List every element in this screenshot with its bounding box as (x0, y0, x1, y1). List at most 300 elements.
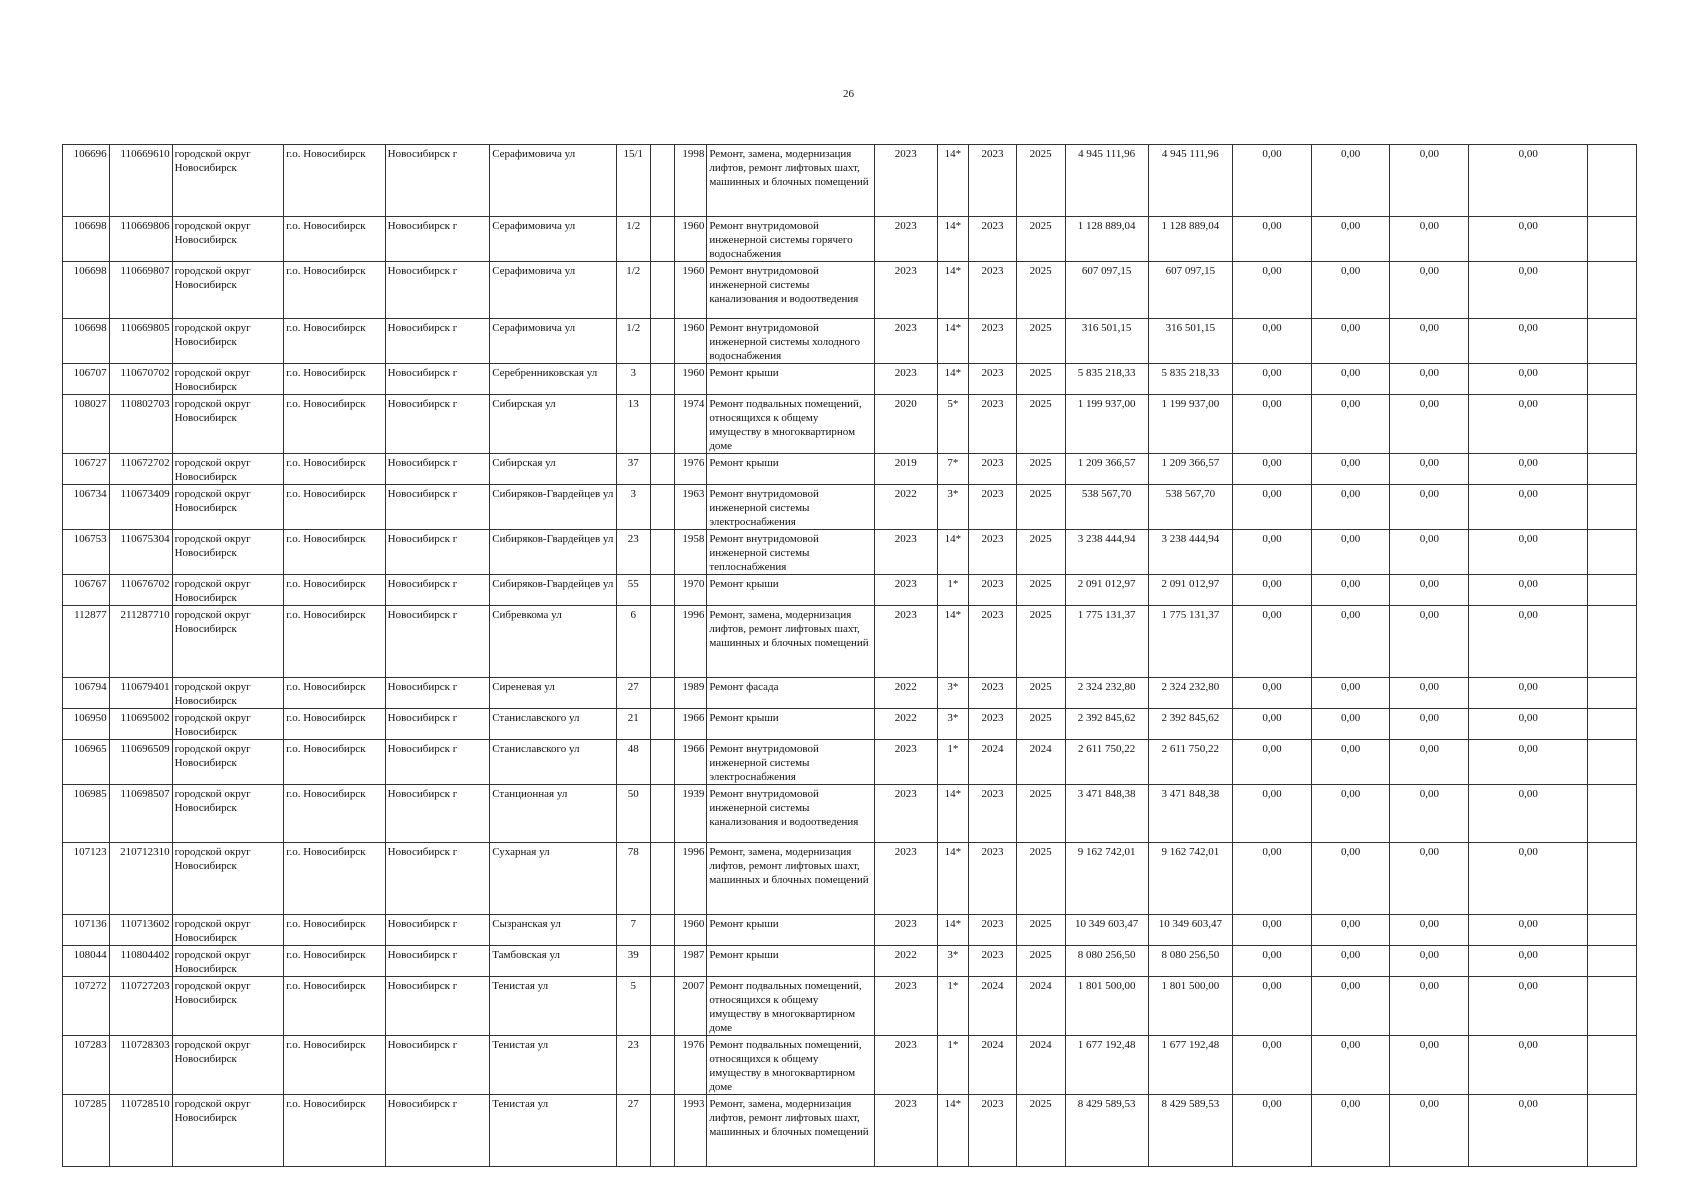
table-row (63, 530, 1637, 575)
year-built-cell: 1998 (674, 145, 706, 217)
note-cell: 3* (937, 709, 968, 740)
settlement-cell: г.о. Новосибирск (284, 262, 385, 319)
city-cell: Новосибирск г (385, 364, 490, 395)
year-start-cell: 2023 (969, 454, 1017, 485)
note-cell: 14* (937, 364, 968, 395)
work-type-cell: Ремонт внутридомовой инженерной системы электроснабжения (707, 740, 874, 785)
value-cell: 0,00 (1312, 217, 1390, 262)
note-cell: 14* (937, 843, 968, 915)
value-cell: 0,00 (1232, 145, 1311, 217)
year-start-cell: 2023 (969, 785, 1017, 843)
value-cell: 0,00 (1469, 217, 1588, 262)
row-code: 110727203 (109, 977, 172, 1036)
empty-cell (1588, 485, 1637, 530)
empty-cell (1588, 364, 1637, 395)
value-cell: 0,00 (1469, 946, 1588, 977)
row-id: 106965 (63, 740, 110, 785)
value-cell: 0,00 (1232, 575, 1311, 606)
value-cell: 0,00 (1232, 364, 1311, 395)
city-cell: Новосибирск г (385, 785, 490, 843)
row-id: 107272 (63, 977, 110, 1036)
building-cell (650, 530, 674, 575)
row-code: 110804402 (109, 946, 172, 977)
value-cell: 0,00 (1232, 606, 1311, 678)
cost-total-cell: 2 091 012,97 (1065, 575, 1148, 606)
work-type-cell: Ремонт подвальных помещений, относящихся к общему имуществу в многоквартирном доме (707, 977, 874, 1036)
value-cell: 0,00 (1390, 740, 1469, 785)
city-cell: Новосибирск г (385, 915, 490, 946)
value-cell: 0,00 (1390, 843, 1469, 915)
row-id: 106707 (63, 364, 110, 395)
empty-cell (1588, 915, 1637, 946)
table-row (63, 606, 1637, 678)
row-code: 110695002 (109, 709, 172, 740)
value-cell: 0,00 (1312, 709, 1390, 740)
empty-cell (1588, 395, 1637, 454)
page-number: 26 (843, 88, 854, 100)
row-id: 106753 (63, 530, 110, 575)
year-end-cell: 2025 (1016, 485, 1065, 530)
cost-total-cell: 9 162 742,01 (1065, 843, 1148, 915)
settlement-cell: г.о. Новосибирск (284, 485, 385, 530)
value-cell: 0,00 (1312, 395, 1390, 454)
year-built-cell: 2007 (674, 977, 706, 1036)
municipality-cell: городской округ Новосибирск (172, 575, 284, 606)
cost-total-cell: 2 324 232,80 (1065, 678, 1148, 709)
year-built-cell: 1996 (674, 606, 706, 678)
street-cell: Тенистая ул (490, 1036, 617, 1095)
city-cell: Новосибирск г (385, 262, 490, 319)
note-cell: 1* (937, 740, 968, 785)
note-cell: 7* (937, 454, 968, 485)
year-built-cell: 1976 (674, 1036, 706, 1095)
prev-year-cell: 2023 (874, 262, 937, 319)
settlement-cell: г.о. Новосибирск (284, 709, 385, 740)
municipality-cell: городской округ Новосибирск (172, 915, 284, 946)
value-cell: 0,00 (1469, 395, 1588, 454)
work-type-cell: Ремонт подвальных помещений, относящихся к общему имуществу в многоквартирном доме (707, 395, 874, 454)
value-cell: 0,00 (1390, 977, 1469, 1036)
work-type-cell: Ремонт внутридомовой инженерной системы теплоснабжения (707, 530, 874, 575)
row-id: 107283 (63, 1036, 110, 1095)
year-end-cell: 2025 (1016, 606, 1065, 678)
municipality-cell: городской округ Новосибирск (172, 454, 284, 485)
city-cell: Новосибирск г (385, 530, 490, 575)
value-cell: 0,00 (1390, 1036, 1469, 1095)
year-start-cell: 2023 (969, 485, 1017, 530)
cost-fund-cell: 1 199 937,00 (1148, 395, 1232, 454)
table-row (63, 262, 1637, 319)
value-cell: 0,00 (1469, 262, 1588, 319)
year-end-cell: 2025 (1016, 915, 1065, 946)
year-start-cell: 2023 (969, 1095, 1017, 1167)
row-id: 107136 (63, 915, 110, 946)
note-cell: 14* (937, 319, 968, 364)
cost-fund-cell: 3 238 444,94 (1148, 530, 1232, 575)
building-cell (650, 1036, 674, 1095)
value-cell: 0,00 (1469, 843, 1588, 915)
house-cell: 6 (617, 606, 650, 678)
value-cell: 0,00 (1232, 946, 1311, 977)
row-code: 211287710 (109, 606, 172, 678)
city-cell: Новосибирск г (385, 1036, 490, 1095)
street-cell: Сиреневая ул (490, 678, 617, 709)
value-cell: 0,00 (1232, 1036, 1311, 1095)
value-cell: 0,00 (1469, 364, 1588, 395)
value-cell: 0,00 (1390, 217, 1469, 262)
value-cell: 0,00 (1469, 530, 1588, 575)
prev-year-cell: 2023 (874, 606, 937, 678)
work-type-cell: Ремонт крыши (707, 364, 874, 395)
building-cell (650, 915, 674, 946)
settlement-cell: г.о. Новосибирск (284, 364, 385, 395)
building-cell (650, 262, 674, 319)
year-built-cell: 1960 (674, 364, 706, 395)
table-row (63, 1036, 1637, 1095)
municipality-cell: городской округ Новосибирск (172, 530, 284, 575)
value-cell: 0,00 (1232, 915, 1311, 946)
city-cell: Новосибирск г (385, 843, 490, 915)
building-cell (650, 843, 674, 915)
municipality-cell: городской округ Новосибирск (172, 709, 284, 740)
prev-year-cell: 2023 (874, 217, 937, 262)
building-cell (650, 678, 674, 709)
value-cell: 0,00 (1232, 485, 1311, 530)
value-cell: 0,00 (1312, 364, 1390, 395)
prev-year-cell: 2023 (874, 575, 937, 606)
table-row (63, 740, 1637, 785)
municipality-cell: городской округ Новосибирск (172, 740, 284, 785)
value-cell: 0,00 (1312, 319, 1390, 364)
year-built-cell: 1996 (674, 843, 706, 915)
house-cell: 15/1 (617, 145, 650, 217)
table-row (63, 485, 1637, 530)
municipality-cell: городской округ Новосибирск (172, 145, 284, 217)
house-cell: 27 (617, 678, 650, 709)
empty-cell (1588, 606, 1637, 678)
year-built-cell: 1987 (674, 946, 706, 977)
work-type-cell: Ремонт внутридомовой инженерной системы электроснабжения (707, 485, 874, 530)
prev-year-cell: 2019 (874, 454, 937, 485)
year-built-cell: 1989 (674, 678, 706, 709)
building-cell (650, 709, 674, 740)
prev-year-cell: 2023 (874, 1095, 937, 1167)
note-cell: 14* (937, 915, 968, 946)
table-row (63, 946, 1637, 977)
year-start-cell: 2023 (969, 709, 1017, 740)
value-cell: 0,00 (1312, 606, 1390, 678)
year-end-cell: 2025 (1016, 709, 1065, 740)
work-type-cell: Ремонт, замена, модернизация лифтов, ремонт лифтовых шахт, машинных и блочных помещений (707, 145, 874, 217)
empty-cell (1588, 678, 1637, 709)
settlement-cell: г.о. Новосибирск (284, 740, 385, 785)
note-cell: 5* (937, 395, 968, 454)
row-id: 108027 (63, 395, 110, 454)
prev-year-cell: 2023 (874, 145, 937, 217)
year-end-cell: 2025 (1016, 319, 1065, 364)
empty-cell (1588, 575, 1637, 606)
settlement-cell: г.о. Новосибирск (284, 530, 385, 575)
empty-cell (1588, 217, 1637, 262)
value-cell: 0,00 (1390, 262, 1469, 319)
house-cell: 3 (617, 485, 650, 530)
year-built-cell: 1970 (674, 575, 706, 606)
row-id: 112877 (63, 606, 110, 678)
cost-fund-cell: 10 349 603,47 (1148, 915, 1232, 946)
city-cell: Новосибирск г (385, 740, 490, 785)
building-cell (650, 485, 674, 530)
note-cell: 14* (937, 606, 968, 678)
empty-cell (1588, 530, 1637, 575)
city-cell: Новосибирск г (385, 395, 490, 454)
settlement-cell: г.о. Новосибирск (284, 606, 385, 678)
note-cell: 14* (937, 785, 968, 843)
row-code: 110669807 (109, 262, 172, 319)
value-cell: 0,00 (1469, 785, 1588, 843)
street-cell: Серафимовича ул (490, 319, 617, 364)
building-cell (650, 606, 674, 678)
value-cell: 0,00 (1232, 262, 1311, 319)
year-built-cell: 1939 (674, 785, 706, 843)
row-id: 106794 (63, 678, 110, 709)
settlement-cell: г.о. Новосибирск (284, 678, 385, 709)
year-end-cell: 2024 (1016, 740, 1065, 785)
year-end-cell: 2025 (1016, 530, 1065, 575)
building-cell (650, 946, 674, 977)
house-cell: 21 (617, 709, 650, 740)
value-cell: 0,00 (1469, 145, 1588, 217)
value-cell: 0,00 (1232, 843, 1311, 915)
row-id: 106734 (63, 485, 110, 530)
work-type-cell: Ремонт, замена, модернизация лифтов, ремонт лифтовых шахт, машинных и блочных помещений (707, 843, 874, 915)
year-end-cell: 2025 (1016, 454, 1065, 485)
year-start-cell: 2024 (969, 1036, 1017, 1095)
building-cell (650, 395, 674, 454)
city-cell: Новосибирск г (385, 678, 490, 709)
value-cell: 0,00 (1469, 678, 1588, 709)
cost-total-cell: 1 199 937,00 (1065, 395, 1148, 454)
house-cell: 1/2 (617, 217, 650, 262)
empty-cell (1588, 319, 1637, 364)
year-built-cell: 1960 (674, 262, 706, 319)
value-cell: 0,00 (1312, 946, 1390, 977)
value-cell: 0,00 (1469, 454, 1588, 485)
note-cell: 1* (937, 977, 968, 1036)
row-id: 106698 (63, 319, 110, 364)
cost-fund-cell: 1 677 192,48 (1148, 1036, 1232, 1095)
cost-fund-cell: 1 775 131,37 (1148, 606, 1232, 678)
year-start-cell: 2023 (969, 678, 1017, 709)
empty-cell (1588, 709, 1637, 740)
value-cell: 0,00 (1232, 740, 1311, 785)
settlement-cell: г.о. Новосибирск (284, 1036, 385, 1095)
value-cell: 0,00 (1390, 530, 1469, 575)
municipality-cell: городской округ Новосибирск (172, 364, 284, 395)
value-cell: 0,00 (1390, 575, 1469, 606)
building-cell (650, 454, 674, 485)
value-cell: 0,00 (1390, 709, 1469, 740)
cost-total-cell: 1 677 192,48 (1065, 1036, 1148, 1095)
work-type-cell: Ремонт фасада (707, 678, 874, 709)
cost-total-cell: 607 097,15 (1065, 262, 1148, 319)
table-row (63, 1095, 1637, 1167)
street-cell: Сибиряков-Гвардейцев ул (490, 485, 617, 530)
prev-year-cell: 2022 (874, 709, 937, 740)
settlement-cell: г.о. Новосибирск (284, 785, 385, 843)
year-end-cell: 2025 (1016, 217, 1065, 262)
row-id: 106698 (63, 217, 110, 262)
building-cell (650, 575, 674, 606)
cost-fund-cell: 9 162 742,01 (1148, 843, 1232, 915)
value-cell: 0,00 (1469, 740, 1588, 785)
row-id: 106985 (63, 785, 110, 843)
year-start-cell: 2023 (969, 530, 1017, 575)
empty-cell (1588, 145, 1637, 217)
prev-year-cell: 2023 (874, 915, 937, 946)
cost-total-cell: 2 611 750,22 (1065, 740, 1148, 785)
city-cell: Новосибирск г (385, 485, 490, 530)
row-id: 106950 (63, 709, 110, 740)
work-type-cell: Ремонт подвальных помещений, относящихся к общему имуществу в многоквартирном доме (707, 1036, 874, 1095)
year-built-cell: 1960 (674, 915, 706, 946)
year-start-cell: 2024 (969, 740, 1017, 785)
work-type-cell: Ремонт, замена, модернизация лифтов, ремонт лифтовых шахт, машинных и блочных помещений (707, 606, 874, 678)
street-cell: Серафимовича ул (490, 262, 617, 319)
year-built-cell: 1960 (674, 217, 706, 262)
settlement-cell: г.о. Новосибирск (284, 977, 385, 1036)
prev-year-cell: 2023 (874, 785, 937, 843)
value-cell: 0,00 (1312, 678, 1390, 709)
row-code: 110713602 (109, 915, 172, 946)
cost-total-cell: 4 945 111,96 (1065, 145, 1148, 217)
street-cell: Серафимовича ул (490, 217, 617, 262)
year-start-cell: 2023 (969, 843, 1017, 915)
house-cell: 27 (617, 1095, 650, 1167)
value-cell: 0,00 (1232, 530, 1311, 575)
cost-fund-cell: 3 471 848,38 (1148, 785, 1232, 843)
note-cell: 1* (937, 1036, 968, 1095)
cost-total-cell: 2 392 845,62 (1065, 709, 1148, 740)
municipality-cell: городской округ Новосибирск (172, 606, 284, 678)
value-cell: 0,00 (1312, 1036, 1390, 1095)
value-cell: 0,00 (1469, 319, 1588, 364)
table-row (63, 977, 1637, 1036)
value-cell: 0,00 (1232, 678, 1311, 709)
municipality-cell: городской округ Новосибирск (172, 678, 284, 709)
value-cell: 0,00 (1390, 145, 1469, 217)
cost-fund-cell: 538 567,70 (1148, 485, 1232, 530)
empty-cell (1588, 740, 1637, 785)
municipality-cell: городской округ Новосибирск (172, 785, 284, 843)
cost-total-cell: 3 238 444,94 (1065, 530, 1148, 575)
year-built-cell: 1974 (674, 395, 706, 454)
row-id: 107285 (63, 1095, 110, 1167)
house-cell: 37 (617, 454, 650, 485)
cost-total-cell: 3 471 848,38 (1065, 785, 1148, 843)
value-cell: 0,00 (1232, 709, 1311, 740)
settlement-cell: г.о. Новосибирск (284, 145, 385, 217)
cost-total-cell: 538 567,70 (1065, 485, 1148, 530)
row-id: 106698 (63, 262, 110, 319)
row-code: 110728510 (109, 1095, 172, 1167)
value-cell: 0,00 (1390, 319, 1469, 364)
city-cell: Новосибирск г (385, 454, 490, 485)
year-start-cell: 2023 (969, 262, 1017, 319)
value-cell: 0,00 (1312, 1095, 1390, 1167)
street-cell: Сибиряков-Гвардейцев ул (490, 530, 617, 575)
year-end-cell: 2025 (1016, 843, 1065, 915)
street-cell: Серафимовича ул (490, 145, 617, 217)
cost-total-cell: 1 128 889,04 (1065, 217, 1148, 262)
cost-fund-cell: 316 501,15 (1148, 319, 1232, 364)
year-built-cell: 1958 (674, 530, 706, 575)
municipality-cell: городской округ Новосибирск (172, 395, 284, 454)
year-end-cell: 2025 (1016, 395, 1065, 454)
city-cell: Новосибирск г (385, 1095, 490, 1167)
year-end-cell: 2025 (1016, 678, 1065, 709)
work-type-cell: Ремонт внутридомовой инженерной системы горячего водоснабжения (707, 217, 874, 262)
house-cell: 39 (617, 946, 650, 977)
row-code: 110669805 (109, 319, 172, 364)
year-start-cell: 2023 (969, 217, 1017, 262)
value-cell: 0,00 (1390, 454, 1469, 485)
year-built-cell: 1963 (674, 485, 706, 530)
city-cell: Новосибирск г (385, 709, 490, 740)
year-built-cell: 1960 (674, 319, 706, 364)
row-id: 106696 (63, 145, 110, 217)
prev-year-cell: 2022 (874, 946, 937, 977)
house-cell: 3 (617, 364, 650, 395)
street-cell: Тенистая ул (490, 1095, 617, 1167)
street-cell: Сызранская ул (490, 915, 617, 946)
cost-fund-cell: 4 945 111,96 (1148, 145, 1232, 217)
year-built-cell: 1966 (674, 740, 706, 785)
cost-fund-cell: 1 801 500,00 (1148, 977, 1232, 1036)
work-type-cell: Ремонт внутридомовой инженерной системы канализования и водоотведения (707, 785, 874, 843)
table-row (63, 709, 1637, 740)
value-cell: 0,00 (1469, 485, 1588, 530)
row-id: 107123 (63, 843, 110, 915)
municipality-cell: городской округ Новосибирск (172, 485, 284, 530)
prev-year-cell: 2023 (874, 977, 937, 1036)
settlement-cell: г.о. Новосибирск (284, 454, 385, 485)
prev-year-cell: 2022 (874, 678, 937, 709)
municipality-cell: городской округ Новосибирск (172, 1095, 284, 1167)
value-cell: 0,00 (1232, 395, 1311, 454)
settlement-cell: г.о. Новосибирск (284, 843, 385, 915)
row-code: 110669806 (109, 217, 172, 262)
city-cell: Новосибирск г (385, 217, 490, 262)
house-cell: 1/2 (617, 319, 650, 364)
empty-cell (1588, 843, 1637, 915)
table-row (63, 364, 1637, 395)
value-cell: 0,00 (1312, 530, 1390, 575)
table-row (63, 145, 1637, 217)
empty-cell (1588, 454, 1637, 485)
cost-fund-cell: 8 080 256,50 (1148, 946, 1232, 977)
value-cell: 0,00 (1312, 262, 1390, 319)
work-type-cell: Ремонт крыши (707, 915, 874, 946)
street-cell: Тамбовская ул (490, 946, 617, 977)
settlement-cell: г.о. Новосибирск (284, 1095, 385, 1167)
building-cell (650, 1095, 674, 1167)
prev-year-cell: 2022 (874, 485, 937, 530)
value-cell: 0,00 (1390, 915, 1469, 946)
settlement-cell: г.о. Новосибирск (284, 395, 385, 454)
street-cell: Станиславского ул (490, 709, 617, 740)
value-cell: 0,00 (1469, 709, 1588, 740)
city-cell: Новосибирск г (385, 145, 490, 217)
